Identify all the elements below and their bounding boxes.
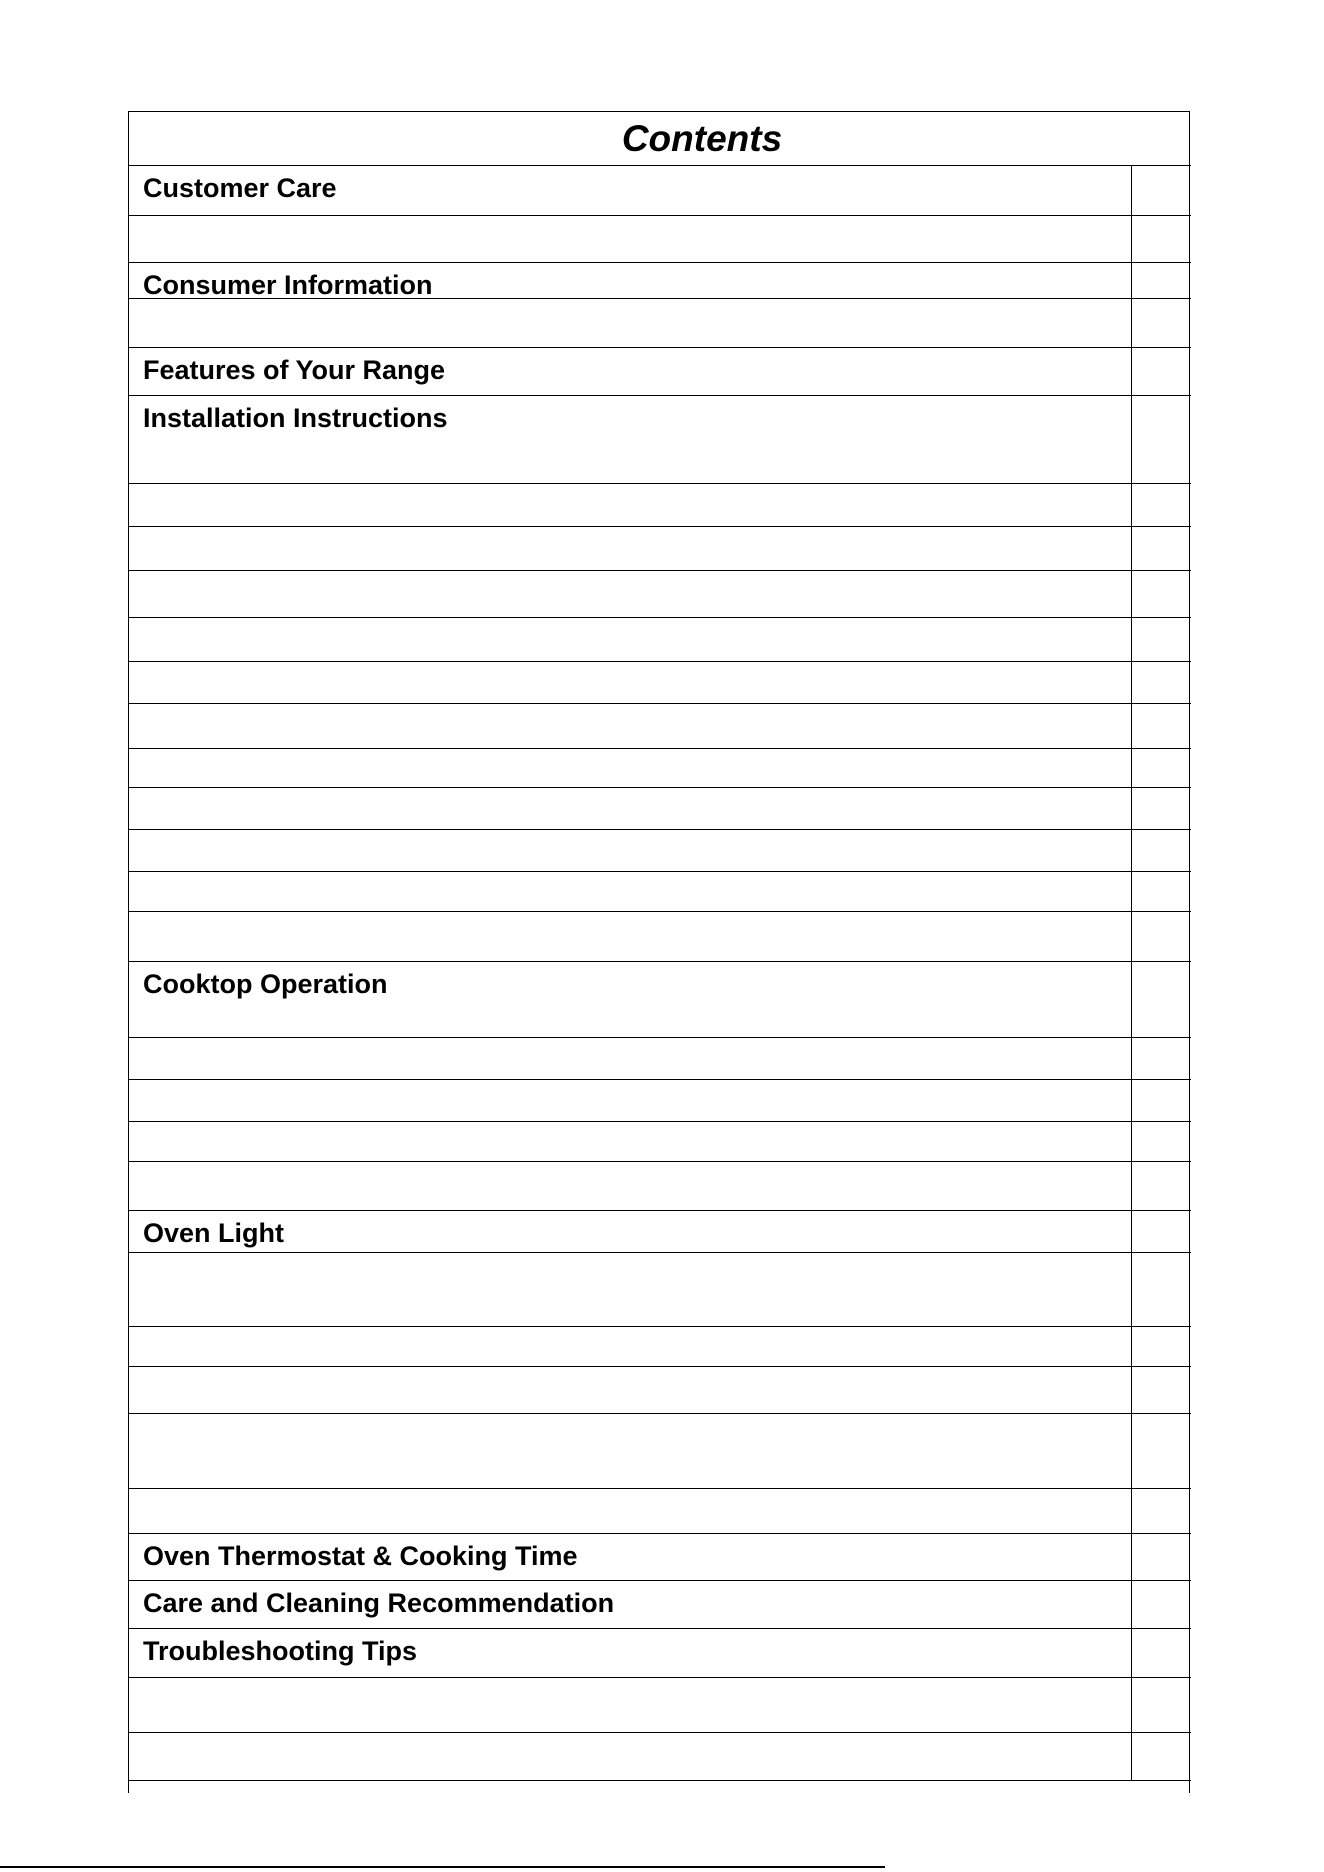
toc-row (129, 1534, 1191, 1581)
toc-row (129, 1733, 1191, 1781)
toc-row (129, 1162, 1191, 1211)
toc-page-number (1131, 1253, 1191, 1326)
toc-page-number (1131, 1581, 1191, 1628)
toc-row (129, 962, 1191, 1038)
toc-row (129, 1038, 1191, 1080)
toc-page-number (1131, 1080, 1191, 1121)
toc-entry-label: Installation Instructions (143, 403, 448, 433)
toc-row (129, 571, 1191, 618)
toc-page-number (1131, 1162, 1191, 1210)
toc-page-number (1131, 830, 1191, 871)
toc-row (129, 912, 1191, 962)
toc-row (129, 1629, 1191, 1678)
toc-row (129, 396, 1191, 484)
toc-row (129, 263, 1191, 299)
contents-title-row (129, 112, 1191, 166)
toc-row (129, 1327, 1191, 1367)
toc-page-number (1131, 704, 1191, 748)
toc-page-number (1131, 396, 1191, 483)
toc-page-number (1131, 662, 1191, 703)
toc-row (129, 704, 1191, 749)
toc-row (129, 662, 1191, 704)
toc-page-number (1131, 1122, 1191, 1161)
toc-page-number (1131, 1211, 1191, 1252)
toc-row (129, 527, 1191, 571)
contents-title: Contents (621, 118, 783, 159)
toc-row (129, 749, 1191, 788)
toc-entry-label: Oven Thermostat & Cooking Time (143, 1541, 578, 1571)
toc-entry-label: Care and Cleaning Recommendation (143, 1588, 615, 1618)
toc-entry-label: Features of Your Range (143, 355, 446, 385)
toc-entry-label: Consumer Information (143, 270, 433, 300)
toc-page-number (1131, 1414, 1191, 1488)
toc-page-number (1131, 1733, 1191, 1780)
toc-page-number (1131, 618, 1191, 661)
toc-row (129, 1367, 1191, 1414)
toc-row (129, 788, 1191, 830)
toc-row (129, 830, 1191, 872)
toc-page-number (1131, 962, 1191, 1037)
toc-page-number (1131, 348, 1191, 395)
toc-page-number (1131, 263, 1191, 298)
toc-entry-label: Customer Care (143, 173, 337, 203)
toc-row (129, 348, 1191, 396)
toc-row (129, 872, 1191, 912)
toc-entry-label: Troubleshooting Tips (143, 1636, 417, 1666)
toc-row (129, 484, 1191, 527)
toc-page-number (1131, 1038, 1191, 1079)
toc-row (129, 166, 1191, 216)
toc-row (129, 1414, 1191, 1489)
toc-page-number (1131, 571, 1191, 617)
toc-row (129, 618, 1191, 662)
toc-page-number (1131, 1327, 1191, 1366)
toc-page-number (1131, 1629, 1191, 1677)
toc-row (129, 1678, 1191, 1733)
toc-page-number (1131, 788, 1191, 829)
toc-row (129, 216, 1191, 263)
toc-page-number (1131, 749, 1191, 787)
toc-page-number (1131, 1489, 1191, 1533)
toc-page-number (1131, 1367, 1191, 1413)
toc-row (129, 1122, 1191, 1162)
toc-page-number (1131, 1534, 1191, 1580)
toc-page-number (1131, 166, 1191, 215)
toc-row (129, 1489, 1191, 1534)
toc-page-number (1131, 216, 1191, 262)
toc-row (129, 1581, 1191, 1629)
contents-table (128, 111, 1190, 1793)
toc-page-number (1131, 872, 1191, 911)
toc-page-number (1131, 912, 1191, 961)
toc-row (129, 1080, 1191, 1122)
toc-row (129, 299, 1191, 348)
footer-rule (0, 1866, 885, 1868)
toc-page-number (1131, 1678, 1191, 1732)
toc-entry-label: Cooktop Operation (143, 969, 388, 999)
toc-page-number (1131, 299, 1191, 347)
toc-row (129, 1253, 1191, 1327)
toc-page-number (1131, 527, 1191, 570)
toc-page-number (1131, 484, 1191, 526)
toc-entry-label: Oven Light (143, 1218, 284, 1248)
toc-row (129, 1211, 1191, 1253)
